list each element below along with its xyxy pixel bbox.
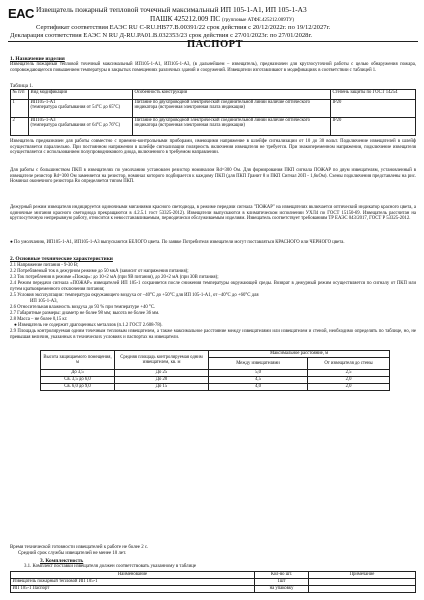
table-cell: Св. 6,0 до 9,0 <box>41 384 115 391</box>
table-cell: До 15 <box>115 384 209 391</box>
table-header-cell: От извещателя до стены <box>308 358 390 370</box>
table-row <box>11 118 416 136</box>
table1-caption: Таблица 1. <box>10 83 34 89</box>
table-cell: 1шт <box>255 579 309 586</box>
table-cell: 5,0 <box>209 370 308 377</box>
section1-color-note: ● По умолчанию, ИП105-1-А1, ИП105-1-А3 выпускаются БЕЛОГО цвета. По заявке Потребителя извещатели могут поставляться КРАСНОГО или ЧЕРНОГО цвета. <box>10 240 345 245</box>
table-header-row <box>11 572 416 579</box>
table-header-cell: Высота защищаемого помещения, м <box>41 351 115 370</box>
spec-item: ● Извещатель не содержит драгоценных металлов (п.1.2 ГОСТ 2.608-78). <box>14 323 163 328</box>
table-cell: До 25 <box>115 370 209 377</box>
table-cell: на упаковку <box>255 586 309 593</box>
spec-item: 2.5 Условия эксплуатации: температура окружающего воздуха от –40°С до +50°С для ИП 105-1-А1, от –40°С до +60°С для <box>10 293 259 298</box>
table-header-cell: Вид модификации <box>29 90 133 100</box>
table-cell: 2 <box>11 118 29 136</box>
table-cell: 2,5 <box>308 370 390 377</box>
section1-para2: Извещатель предназначен для работы совместно с приемно-контрольными приборами, имеющими напряжение в шлейфе сигнализации от 10 до 30 вольт. Подключение извещателей в шлейф осуществляется параллельно. При постоянном напряжении в шлейфе сигнализации полярность включения извещателя не требуется. При знакопеременном напряжении, подключение извещателя осуществляется с использованием полупроводникового диода, включенного в требуемом направлении. <box>10 139 416 156</box>
section2-heading: 2. Основные технические характеристики <box>10 256 113 262</box>
document-title: ПАСПОРТ <box>187 39 244 50</box>
spec-item: 2.3 Ток потребления в режиме «Пожар»: до 10+2 мА (при 9В питания), до 20+2 мА (при 30В питания); <box>10 275 219 280</box>
spec-item: 2.7 Габаритные размеры: диаметр не более 98 мм; высота не более 36 мм. <box>10 311 160 316</box>
table-cell: IP20 <box>331 100 416 118</box>
table-cell: 2,0 <box>308 377 390 384</box>
table-header-cell: № п/п <box>11 90 29 100</box>
table-cell <box>309 586 416 593</box>
table-header-cell: Особенность конструкции <box>133 90 331 100</box>
table-header-cell: Между извещателями <box>209 358 308 370</box>
readiness-time: Время технической готовности извещателей к работе не более 2 с. <box>10 545 149 550</box>
table-cell: Извещатель пожарный тепловой ИП 105-1 <box>11 579 255 586</box>
section1-para3: Для работы с большинством ПКП в извещателях по умолчанию установлен резистор номиналом Rd=300 Ом. Для формирования ПКП сигнала ПОЖАР по двум извещателям, установленный в извещателе резистор Rd=300 Ом заменяется на резистор, номинал которого подбирается к каждому ПКП (для ПКП Гранит 8 и ПКП Сигнал 20П - 1,6кОм). Схемы подключения представлены на рис. Номинал оконечного резистора Ro определяется типом ПКП. <box>10 168 416 185</box>
table-cell: 4,5 <box>209 377 308 384</box>
spec-item: 2.4 Режим передачи сигнала «ПОЖАР» извещателей ИП 105-1 сохраняется после снижения температуры окружающей среды. Возврат в дежурный режим осуществляется по сигналу от ПКП или путем кратковременного отключения питания; <box>10 281 416 292</box>
table-cell: 2,0 <box>308 384 390 391</box>
spec-item: ИП 105-1-А3, <box>30 299 58 304</box>
table-row <box>41 370 390 377</box>
eac-logo: EAC <box>8 6 34 21</box>
package-table <box>10 571 416 593</box>
table-cell <box>309 579 416 586</box>
table-header-cell: Степень защиты по ГОСТ 14254 <box>331 90 416 100</box>
table-header-cell: Максимальное расстояние, м <box>209 351 390 358</box>
spec-item: 2.9 Площадь контролируемая одним точечным тепловым извещателем, а также максимальное расстояние между извещателями или извещателем и стеной, необходимо определять по таблице, но, не превышая величин, указанных в технических условиях и паспортах на извещатели. <box>10 329 416 340</box>
table-cell: ИП105-1-А3 (температура срабатывания от 64°С до 76°С) <box>29 118 133 136</box>
table-header-row <box>41 351 390 358</box>
table-cell: 4,0 <box>209 384 308 391</box>
table-cell: ИП105-1-А1 (температура срабатывания от 54°С до 65°С) <box>29 100 133 118</box>
table-cell: До 3,5 <box>41 370 115 377</box>
table-row <box>41 377 390 384</box>
table-cell: ИП 105-1 Паспорт <box>11 586 255 593</box>
table-cell: Св. 3,5 до 6,0 <box>41 377 115 384</box>
section3-heading: 3. Комплектность <box>40 558 84 564</box>
table-row <box>11 100 416 118</box>
section3-caption: 3.1. Комплект поставки извещателя должен соответствовать указанному в таблице <box>24 564 197 569</box>
spec-item: 2.6 Относительная влажность воздуха до 93 % при температуре +40 °С. <box>10 305 156 310</box>
section1-para4: Дежурный режим извещателя индицируется одиночными миганиями красного светодиода, в режиме передачи сигнала "ПОЖАР" на извещателях включается оптический индикатор красного цвета, а одиночные мигания красного светодиода прекращаются в 4.2.5.1 гост 53325-2012). Извещатели выпускаются в климатическом исполнении УХЛ4 по ГОСТ 15150-69. Извещатель рассчитан на круглосуточную непрерывную работу, относится к невосстанавливаемым, периодически обслуживаемым изделиям. Извещатель соответствует требованиям ТР ЕАЭС 043/2017, ГОСТ Р 53325-2012. <box>10 205 416 222</box>
table-header-cell: Наименование <box>11 572 255 579</box>
section1-heading: 1. Назначение изделия <box>10 56 65 62</box>
table-header-row <box>11 90 416 100</box>
table-cell: Питание по двухпроводной электрической соединительной линии наличие оптического индикатора (встроенная электронная плата индикации) <box>133 118 331 136</box>
table-row <box>41 384 390 391</box>
doc-code: ПАШК 425212.009 ПС (групповые АТФЕ.425212.009ТУ) <box>150 15 295 23</box>
table-row <box>11 586 416 593</box>
table-cell: До 20 <box>115 377 209 384</box>
table-header-cell: Средняя площадь контролируемая одним извещателем, кв. м <box>115 351 209 370</box>
table-header-cell: Кол-во шт. <box>255 572 309 579</box>
table-cell: 1 <box>11 100 29 118</box>
spec-item: 2.1 Напряжение питания - 9-30 В; <box>10 263 79 268</box>
spec-item: 2.8 Масса – не более 0,15 кг. <box>10 317 68 322</box>
certificate-line: Сертификат соответствия ЕАЭС RU C-RU.НВ77.В.00391/22 срок действия с 20/12/2022г. по 19/12/2027г. <box>36 24 331 31</box>
table-cell: Питание по двухпроводной электрической соединительной линии наличие оптического индикатора (встроенная электронная плата индикации) <box>133 100 331 118</box>
table-cell: IP20 <box>331 118 416 136</box>
doc-header-title: Извещатель пожарный тепловой точечный максимальный ИП 105-1-А1, ИП 105-1-А3 <box>36 5 307 14</box>
declaration-line: Декларация соответствия ЕАЭС N RU Д-RU.РА01.В.032353/23 срок действия с 27/01/2023г. по 27/01/2028г. <box>10 32 313 39</box>
spec-item: 2.2 Потребляемый ток в дежурном режиме до 50 мкА (зависит от напряжения питания); <box>10 269 189 274</box>
placement-table <box>40 350 390 391</box>
table-header-cell: Примечание <box>309 572 416 579</box>
table-row <box>11 579 416 586</box>
service-life: Средний срок службы извещателей не менее 10 лет. <box>18 551 127 556</box>
section1-intro: Извещатель пожарный тепловой точечный максимальный ИП105-1-А1, ИП105-1-А3, (в дальнейшем – извещатель), предназначен для круглосуточной работы с целью обнаружения пожара, сопровождающегося повышением температуры в закрытых помещениях различных зданий и сооружений. Извещатели изготавливают в модификациях в соответствии с таблицей 1. <box>10 62 416 73</box>
modifications-table <box>10 89 416 136</box>
